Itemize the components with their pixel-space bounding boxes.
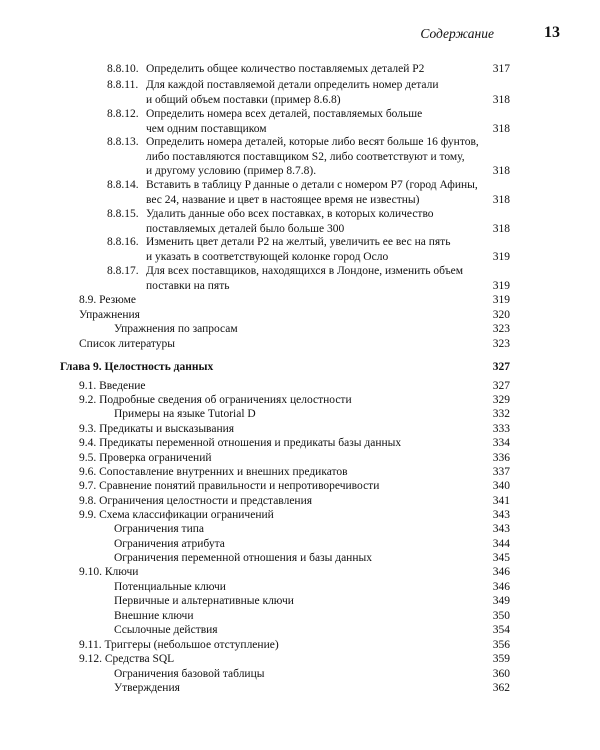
toc-entry-page: 356 [492,639,510,651]
toc-entry-number: 8.8.13. [107,136,139,148]
toc-entry-title: 9.10. Ключи [79,566,139,578]
toc-entry-title: Внешние ключи [114,610,194,622]
toc-entry-title: Первичные и альтернативные ключи [114,595,294,607]
page-number: 13 [544,24,560,41]
toc-entry-page: 323 [492,338,510,350]
toc-entry-page: 318 [492,93,510,106]
toc-entry-page: 362 [492,682,510,694]
toc-entry-title: Ссылочные действия [114,624,218,636]
toc-entry-page: 317 [492,63,510,75]
toc-entry-title: Ограничения переменной отношения и базы данных [114,552,372,564]
toc-entry-title: и указать в соответствующей колонке город Осло [146,250,389,263]
toc-entry-title: Определить номера деталей, которые либо весят больше 16 фунтов, [146,136,479,148]
toc-entry-number: 8.8.10. [107,63,139,75]
toc-entry-title: поставляемых деталей было больше 300 [146,222,345,235]
toc-entry-page: 337 [492,466,510,478]
toc-entry-title: 9.7. Сравнение понятий правильности и непротиворечивости [79,480,380,492]
toc-entry-title: Список литературы [79,338,175,350]
toc-entry-page: 345 [492,552,510,564]
toc-entry-title: Удалить данные обо всех поставках, в которых количество [146,208,434,220]
toc-entry-page: 341 [492,495,510,507]
toc-entry-title: Ограничения базовой таблицы [114,668,265,680]
toc-entry-title: вес 24, название и цвет в настоящее время не известны) [146,193,420,206]
toc-entry-page: 323 [492,323,510,335]
toc-entry-page: 319 [492,250,510,263]
toc-entry-page: 318 [492,222,510,235]
toc-entry-title: Изменить цвет детали P2 на желтый, увеличить ее вес на пять [146,236,451,248]
toc-entry-title: Ограничения атрибута [114,538,225,550]
toc-entry-page: 318 [492,165,510,177]
toc-entry-title: поставки на пять [146,279,230,292]
toc-entry-title: чем одним поставщиком [146,122,267,135]
toc-entry-title: Глава 9. Целостность данных [60,361,214,373]
toc-entry-title: 9.2. Подробные сведения об ограничениях целостности [79,394,352,406]
toc-entry-page: 327 [492,361,510,373]
toc-entry-page: 343 [492,523,510,535]
toc-entry-page: 332 [492,408,510,420]
toc-entry-page: 354 [492,624,510,636]
toc-entry-page: 318 [492,122,510,135]
toc-entry-page: 346 [492,581,510,593]
toc-entry-title: Для каждой поставляемой детали определить номер детали [146,79,439,91]
toc-entry-title: Примеры на языке Tutorial D [114,408,256,420]
toc-entry-title: и общий объем поставки (пример 8.6.8) [146,93,341,106]
toc-entry-title: 9.6. Сопоставление внутренних и внешних предикатов [79,466,348,478]
toc-entry-number: 8.8.17. [107,265,139,277]
toc-entry-title: 9.4. Предикаты переменной отношения и предикаты базы данных [79,437,402,449]
toc-entry-page: 319 [492,294,510,306]
toc-entry-title: 9.12. Средства SQL [79,653,175,665]
toc-entry-page: 327 [492,380,510,392]
toc-entry-title: Упражнения [79,309,140,321]
toc-entry-page: 334 [492,437,510,449]
toc-entry-title: 9.11. Триггеры (небольшое отступление) [79,639,279,651]
toc-entry-title: 9.1. Введение [79,380,146,392]
toc-entry-title: Определить номера всех деталей, поставляемых больше [146,108,423,120]
toc-entry-number: 8.8.15. [107,208,139,220]
toc-entry-page: 319 [492,279,510,292]
toc-entry-title: либо поставляются поставщиком S2, либо соответствуют и тому, [146,150,465,163]
toc-entry-page: 349 [492,595,510,607]
running-header [0,24,600,44]
toc-entry-page: 360 [492,668,510,680]
toc-entry-number: 8.8.12. [107,108,139,120]
toc-entry-title: Упражнения по запросам [114,323,238,335]
toc-entry-number: 8.8.14. [107,179,139,191]
toc-entry-title: Для всех поставщиков, находящихся в Лондоне, изменить объем [146,265,464,277]
toc-entry-page: 318 [492,193,510,206]
toc-entry-number: 8.8.16. [107,236,139,248]
toc-entry-page: 343 [492,509,510,521]
toc-entry-page: 359 [492,653,510,665]
toc-entry-title: 9.5. Проверка ограничений [79,452,212,464]
toc-entry-page: 320 [492,309,510,321]
running-header-title: Содержание [420,26,494,41]
toc-entry-page: 336 [492,452,510,464]
toc-entry-title: Ограничения типа [114,523,204,535]
toc-entry-page: 350 [492,610,510,622]
toc-entry-title: Определить общее количество поставляемых деталей P2 [146,63,425,75]
toc-entry-page: 344 [492,538,510,550]
toc-entry-number: 8.8.11. [107,79,139,91]
toc-entry-title: 8.9. Резюме [79,294,136,306]
toc-entry-title: 9.8. Ограничения целостности и представления [79,495,313,507]
toc-entry-page: 329 [492,394,510,406]
toc-entry-title: 9.9. Схема классификации ограничений [79,509,274,521]
toc-entry-title: Вставить в таблицу P данные о детали с номером P7 (город Афины, [146,179,478,191]
toc-entry-title: и другому условию (пример 8.7.8). [146,165,317,177]
toc-entry-page: 346 [492,566,510,578]
toc-entry-title: 9.3. Предикаты и высказывания [79,423,235,435]
toc-entry-title: Потенциальные ключи [114,581,226,593]
toc-entry-page: 333 [492,423,510,435]
toc-entry-page: 340 [492,480,510,492]
toc-entry-title: Утверждения [114,682,180,694]
